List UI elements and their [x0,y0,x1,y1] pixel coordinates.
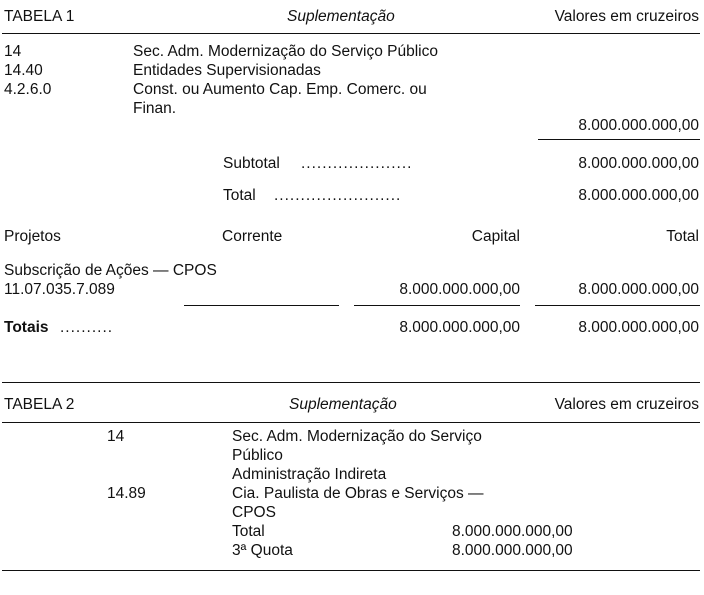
t2-desc-5: CPOS [232,504,276,521]
subtotal-dots: ..................... [301,155,413,172]
totais-total: 8.000.000.000,00 [578,319,699,336]
tabela2-top-rule [2,382,700,383]
t2-desc-4: Cia. Paulista de Obras e Serviços — [232,485,484,502]
total-dots: ........................ [274,187,402,204]
t2-total-value: 8.000.000.000,00 [452,523,573,540]
totais-dots: .......... [60,319,114,336]
totais-capital: 8.000.000.000,00 [399,319,520,336]
total-rule [535,305,700,306]
desc-line-2: Entidades Supervisionadas [133,62,321,79]
tabela2-header-rule [2,422,700,423]
item-value-rule [538,139,700,140]
desc-line-3: Const. ou Aumento Cap. Emp. Comerc. ou [133,81,427,98]
capital-rule [354,305,520,306]
col-capital: Capital [471,228,520,245]
col-corrente: Corrente [222,228,283,245]
totais-label: Totais [4,319,49,336]
t2-desc-2: Público [232,447,283,464]
t2-quota-label: 3ª Quota [232,542,293,559]
t2-code-4: 14.89 [107,485,146,502]
desc-line-1: Sec. Adm. Modernização do Serviço Público [133,43,438,60]
tabela2-bottom-rule [2,570,700,571]
total-label: Total [223,187,256,204]
code-line-1: 14 [4,43,22,60]
subtotal-label: Subtotal [223,155,280,172]
t2-total-label: Total [232,523,265,540]
tabela1-unit: Valores em cruzeiros [554,8,699,25]
tabela2-unit: Valores em cruzeiros [554,396,699,413]
t2-quota-value: 8.000.000.000,00 [452,542,573,559]
project-capital: 8.000.000.000,00 [399,281,520,298]
item-value: 8.000.000.000,00 [578,117,699,134]
tabela1-title: TABELA 1 [4,8,75,25]
tabela1-top-rule [2,33,700,34]
project-total: 8.000.000.000,00 [578,281,699,298]
t2-desc-3: Administração Indireta [232,466,387,483]
col-total: Total [666,228,699,245]
project-name: Subscrição de Ações — CPOS [4,262,217,279]
total-value: 8.000.000.000,00 [578,187,699,204]
code-line-2: 14.40 [4,62,43,79]
tabela2-subtitle: Suplementação [289,396,397,413]
t2-desc-1: Sec. Adm. Modernização do Serviço [232,428,482,445]
tabela2-title: TABELA 2 [4,396,75,413]
subtotal-value: 8.000.000.000,00 [578,155,699,172]
desc-line-4: Finan. [133,100,177,117]
col-projetos: Projetos [4,228,61,245]
code-line-3: 4.2.6.0 [4,81,52,98]
tabela1-subtitle: Suplementação [287,8,395,25]
project-code: 11.07.035.7.089 [4,281,115,298]
t2-code-1: 14 [107,428,125,445]
corrente-rule [184,305,339,306]
